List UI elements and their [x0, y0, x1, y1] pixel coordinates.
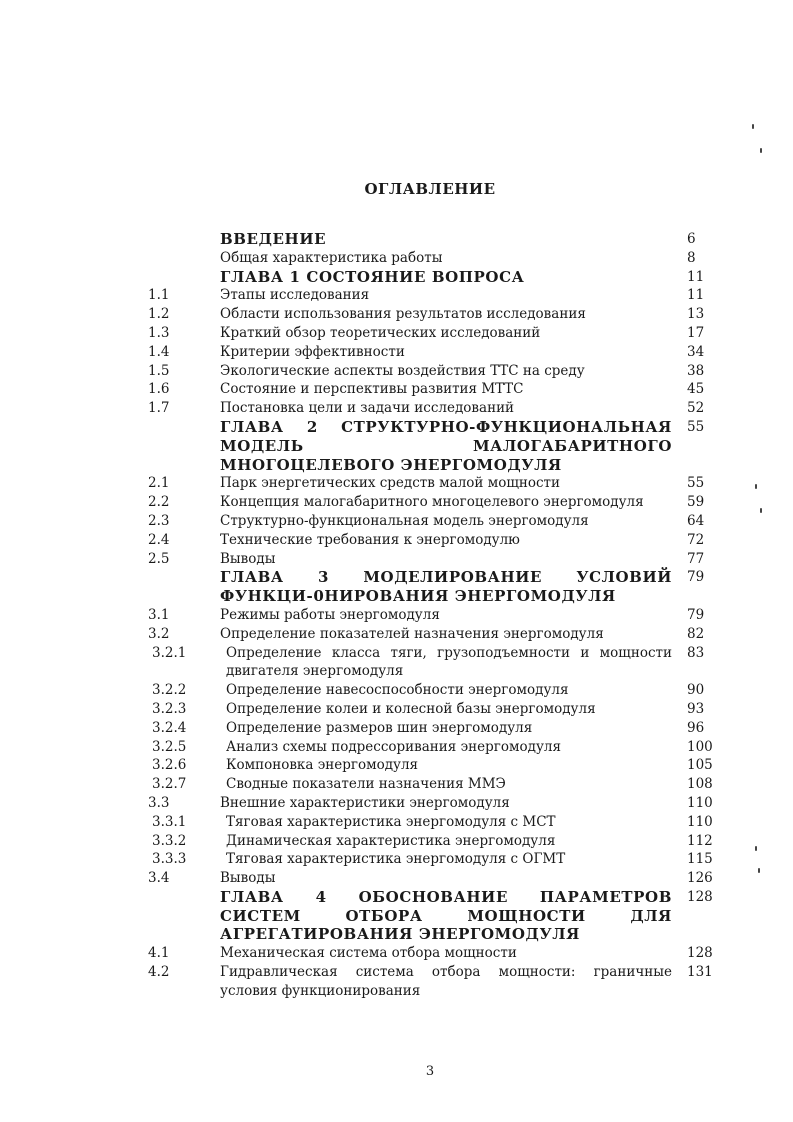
toc-row[interactable]	[0, 343, 793, 362]
toc-section-number: 3.3	[148, 794, 170, 811]
toc-page-number: 72	[687, 531, 705, 548]
toc-section-number: 3.3.3	[152, 851, 187, 868]
toc-row[interactable]	[0, 850, 793, 869]
toc-page-number: 17	[687, 324, 705, 341]
toc-entry-title: Компоновка энергомодуля	[226, 757, 419, 774]
toc-page-number: 112	[687, 832, 713, 849]
toc-entry-title: Выводы	[220, 550, 276, 567]
toc-section-number: 3.2.7	[152, 776, 187, 793]
toc-entry-title: Определение размеров шин энергомодуля	[226, 719, 533, 736]
toc-entry-title: Краткий обзор теоретических исследований	[220, 324, 541, 341]
toc-page-number: 55	[687, 475, 705, 492]
toc-entry-title: Критерии эффективности	[220, 343, 405, 360]
toc-page-number: 90	[687, 682, 705, 699]
toc-entry-title: Определение показателей назначения энергомодуля	[220, 625, 604, 642]
toc-entry-title: Тяговая характеристика энергомодуля с МСТ	[226, 813, 556, 830]
toc-section-number: 4.2	[148, 964, 170, 981]
toc-page-number: 128	[687, 888, 713, 905]
toc-chapter-row[interactable]	[0, 888, 793, 944]
toc-page-number: 11	[687, 287, 705, 304]
toc-entry-title: Постановка цели и задачи исследований	[220, 400, 515, 417]
toc-section-number: 1.5	[148, 362, 170, 379]
toc-entry-title: ГЛАВА 2 СТРУКТУРНО-ФУНКЦИОНАЛЬНАЯ МОДЕЛЬ МАЛОГАБАРИТНОГО МНОГОЦЕЛЕВОГО ЭНЕРГОМОДУЛЯ	[220, 417, 672, 474]
toc-entry-title: Общая характеристика работы	[220, 249, 443, 266]
toc-page-number: 79	[687, 606, 705, 623]
toc-page-number: 11	[687, 268, 705, 285]
toc-row[interactable]	[0, 832, 793, 851]
scan-speck	[760, 148, 762, 153]
toc-section-number: 2.4	[148, 531, 170, 548]
toc-section-number: 1.7	[148, 400, 170, 417]
toc-chapter-row[interactable]	[0, 268, 793, 287]
toc-row[interactable]	[0, 550, 793, 569]
toc-page-number: 82	[687, 625, 705, 642]
toc-section-number: 2.1	[148, 475, 170, 492]
page-title: ОГЛАВЛЕНИЕ	[364, 180, 496, 198]
toc-row[interactable]	[0, 606, 793, 625]
toc-entry-title: ГЛАВА 4 ОБОСНОВАНИЕ ПАРАМЕТРОВ СИСТЕМ ОТБОРА МОЩНОСТИ ДЛЯ АГРЕГАТИРОВАНИЯ ЭНЕРГОМОДУЛЯ	[220, 887, 672, 944]
toc-page-number: 128	[687, 945, 713, 962]
toc-entry-title: Внешние характеристики энергомодуля	[220, 794, 510, 811]
page-number: 3	[425, 1064, 435, 1079]
toc-page-number: 52	[687, 400, 705, 417]
toc-entry-title: Определение класса тяги, грузоподъемности и мощности двигателя энергомодуля	[226, 644, 672, 680]
toc-page-number: 79	[687, 569, 705, 586]
toc-page-number: 110	[687, 794, 713, 811]
toc-entry-title: ГЛАВА 3 МОДЕЛИРОВАНИЕ УСЛОВИЙ ФУНКЦИ-0НИРОВАНИЯ ЭНЕРГОМОДУЛЯ	[220, 568, 672, 606]
toc-entry-title: Сводные показатели назначения ММЭ	[226, 776, 506, 793]
toc-row[interactable]	[0, 305, 793, 324]
toc-row[interactable]	[0, 474, 793, 493]
toc-page-number: 77	[687, 550, 705, 567]
toc-entry-title: Режимы работы энергомодуля	[220, 606, 440, 623]
toc-chapter-row[interactable]	[0, 568, 793, 606]
toc-row[interactable]	[0, 719, 793, 738]
toc-chapter-row[interactable]	[0, 418, 793, 474]
toc-entry-title: Состояние и перспективы развития МТТС	[220, 381, 524, 398]
toc-entry-title: Определение навесоспособности энергомодуля	[226, 682, 569, 699]
toc-row[interactable]	[0, 644, 793, 682]
toc-section-number: 3.2	[148, 625, 170, 642]
toc-page-number: 131	[687, 964, 713, 981]
toc-row[interactable]	[0, 625, 793, 644]
scan-speck	[758, 868, 760, 873]
toc-row[interactable]	[0, 286, 793, 305]
toc-entry-title: Выводы	[220, 870, 276, 887]
toc-entry-title: Структурно-функциональная модель энергомодуля	[220, 512, 589, 529]
toc-page-number: 13	[687, 306, 705, 323]
toc-entry-title: ВВЕДЕНИЕ	[220, 230, 327, 248]
toc-row[interactable]	[0, 700, 793, 719]
toc-entry-title: Этапы исследования	[220, 287, 370, 304]
toc-row[interactable]	[0, 380, 793, 399]
toc-entry-title: Тяговая характеристика энергомодуля с ОГМТ	[226, 851, 566, 868]
toc-page-number: 115	[687, 851, 713, 868]
toc-entry-title: Механическая система отбора мощности	[220, 945, 517, 962]
scan-speck	[755, 484, 757, 489]
toc-section-number: 3.2.6	[152, 757, 187, 774]
toc-page-number: 100	[687, 738, 713, 755]
toc-section-number: 3.3.2	[152, 832, 187, 849]
toc-row[interactable]	[0, 512, 793, 531]
toc-entry-title: Парк энергетических средств малой мощности	[220, 475, 561, 492]
toc-page-number: 83	[687, 644, 705, 661]
toc-page-number: 105	[687, 757, 713, 774]
toc-row[interactable]	[0, 944, 793, 963]
toc-row[interactable]	[0, 531, 793, 550]
toc-row[interactable]	[0, 399, 793, 418]
toc-row[interactable]	[0, 362, 793, 381]
toc-row[interactable]	[0, 324, 793, 343]
toc-section-number: 2.5	[148, 550, 170, 567]
toc-entry-title: Определение колеи и колесной базы энергомодуля	[226, 700, 596, 717]
toc-entry-title: ГЛАВА 1 СОСТОЯНИЕ ВОПРОСА	[220, 267, 525, 286]
toc-page-number: 93	[687, 700, 705, 717]
toc-row[interactable]	[0, 493, 793, 512]
toc-section-number: 2.3	[148, 512, 170, 529]
toc-section-number: 1.4	[148, 343, 170, 360]
toc-page-number: 64	[687, 512, 705, 529]
toc-entry-title: Области использования результатов исследования	[220, 306, 586, 323]
toc-row[interactable]	[0, 775, 793, 794]
scan-speck	[755, 846, 757, 851]
toc-page-number: 110	[687, 813, 713, 830]
toc-page-number: 34	[687, 343, 705, 360]
toc-chapter-row[interactable]	[0, 230, 793, 249]
toc-section-number: 1.1	[148, 287, 170, 304]
toc-row[interactable]	[0, 738, 793, 757]
toc-page-number: 55	[687, 418, 705, 435]
toc-row[interactable]	[0, 963, 793, 1001]
toc-entry-title: Анализ схемы подрессоривания энергомодуля	[226, 738, 561, 755]
toc-entry-title: Технические требования к энергомодулю	[220, 531, 520, 548]
toc-page-number: 6	[687, 231, 696, 247]
toc-page-number: 38	[687, 362, 705, 379]
toc-section-number: 4.1	[148, 945, 170, 962]
toc-section-number: 2.2	[148, 494, 170, 511]
toc-section-number: 3.2.3	[152, 700, 187, 717]
scan-speck	[752, 124, 754, 129]
toc-section-number: 3.2.4	[152, 719, 187, 736]
toc-page-number: 8	[687, 249, 696, 266]
table-of-contents	[0, 230, 793, 1001]
toc-entry-title: Экологические аспекты воздействия ТТС на среду	[220, 362, 585, 379]
toc-section-number: 3.1	[148, 606, 170, 623]
toc-section-number: 3.2.2	[152, 682, 187, 699]
toc-section-number: 3.2.5	[152, 738, 187, 755]
toc-section-number: 3.4	[148, 870, 170, 887]
toc-section-number: 1.3	[148, 324, 170, 341]
scan-speck	[760, 508, 762, 513]
toc-row[interactable]	[0, 869, 793, 888]
toc-row[interactable]	[0, 794, 793, 813]
toc-row[interactable]	[0, 813, 793, 832]
toc-section-number: 1.2	[148, 306, 170, 323]
toc-row[interactable]	[0, 249, 793, 268]
toc-entry-title: Концепция малогабаритного многоцелевого энергомодуля	[220, 494, 644, 511]
toc-page-number: 108	[687, 776, 713, 793]
toc-entry-title: Динамическая характеристика энергомодуля	[226, 832, 556, 849]
toc-section-number: 1.6	[148, 381, 170, 398]
toc-page-number: 96	[687, 719, 705, 736]
toc-page-number: 45	[687, 381, 705, 398]
toc-page-number: 59	[687, 494, 705, 511]
toc-entry-title: Гидравлическая система отбора мощности: граничные условия функционирования	[220, 964, 672, 999]
toc-row[interactable]	[0, 756, 793, 775]
toc-row[interactable]	[0, 681, 793, 700]
toc-section-number: 3.2.1	[152, 644, 187, 661]
toc-page-number: 126	[687, 870, 713, 887]
toc-section-number: 3.3.1	[152, 813, 187, 830]
